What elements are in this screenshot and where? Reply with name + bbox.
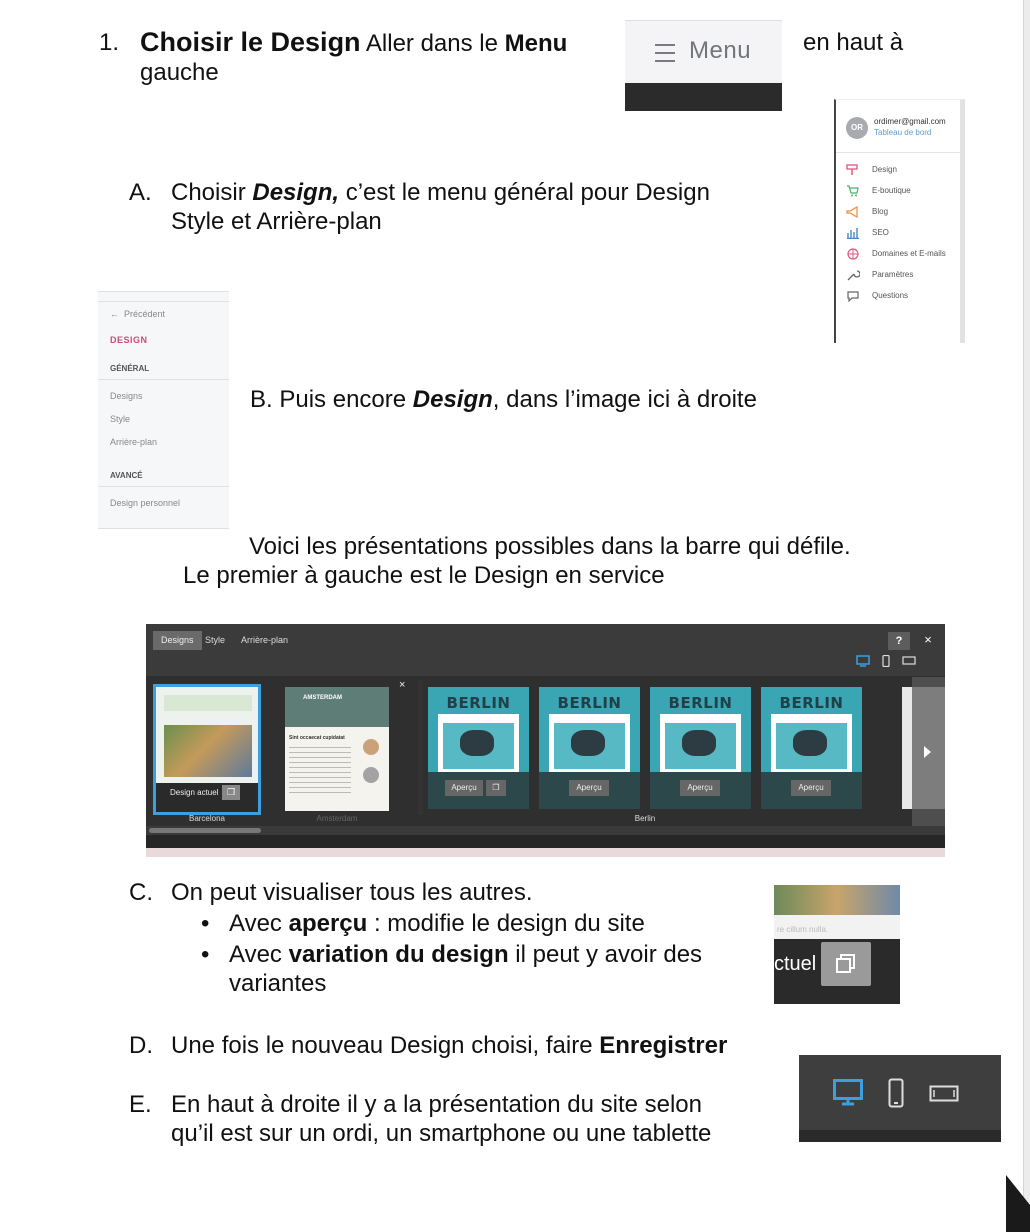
design-menu-screenshot bbox=[98, 291, 229, 529]
back-label: Précédent bbox=[124, 309, 166, 319]
paint-roller-icon bbox=[846, 164, 860, 176]
stepA-design-word: Design, bbox=[252, 179, 340, 206]
caption-barcelona: Barcelona bbox=[188, 814, 226, 823]
theme-thumb-amsterdam bbox=[285, 687, 389, 811]
back-link bbox=[110, 309, 165, 319]
bullet-dot: • bbox=[201, 910, 210, 937]
stepA-line1-rest: c’est le menu général pour Design bbox=[345, 179, 710, 206]
theme-thumb-berlin-1 bbox=[428, 687, 529, 809]
variation-icon bbox=[836, 954, 856, 974]
theme-thumb-berlin-2 bbox=[539, 687, 640, 809]
menu-item-designs: Designs bbox=[110, 391, 143, 401]
design-carousel-screenshot bbox=[146, 624, 945, 857]
stepD-bold: Enregistrer bbox=[599, 1032, 728, 1059]
divider bbox=[98, 301, 229, 302]
sidebar-item-label: E-boutique bbox=[872, 186, 911, 196]
closeup-small-text: re cillum nulla. bbox=[777, 925, 829, 934]
device-switcher-closeup bbox=[799, 1055, 1001, 1142]
smartphone-icon bbox=[888, 1078, 904, 1108]
stepD-letter: D. bbox=[129, 1032, 153, 1059]
close-small-icon: × bbox=[399, 679, 406, 691]
preview-button: Aperçu bbox=[445, 780, 483, 796]
menu-item-design-personnel: Design personnel bbox=[110, 498, 181, 508]
closeup-photo bbox=[774, 885, 900, 915]
berlin-title: BERLIN bbox=[668, 694, 733, 712]
bullet2-bold: variation du design bbox=[288, 941, 509, 968]
device-bar-bottom bbox=[799, 1130, 1001, 1142]
step1-text-a: Aller dans le bbox=[365, 30, 498, 57]
stepB-design-word: Design bbox=[412, 386, 493, 413]
intro-line1: Voici les présentations possibles dans la barre qui défile. bbox=[249, 533, 851, 560]
scroll-next-area bbox=[912, 677, 945, 827]
stepC-bullet2 bbox=[229, 940, 702, 969]
stepB-post: , dans l’image ici à droite bbox=[492, 386, 757, 413]
carousel-bottom-bar bbox=[146, 835, 945, 848]
globe-icon bbox=[846, 248, 860, 260]
stepB-line bbox=[250, 385, 757, 414]
stepE-line2: qu’il est sur un ordi, un smartphone ou une tablette bbox=[171, 1120, 712, 1147]
bullet-dot: • bbox=[201, 941, 210, 968]
stepD-line bbox=[171, 1031, 727, 1060]
bullet1-pre: Avec bbox=[229, 910, 282, 937]
menu-button-label: Menu bbox=[689, 37, 752, 64]
chevron-right-icon bbox=[923, 745, 933, 759]
bullet2-post: il peut y avoir des bbox=[515, 941, 703, 968]
sidebar-item-label: Paramètres bbox=[872, 270, 914, 280]
avatar: OR bbox=[846, 117, 868, 139]
bullet1-bold: aperçu bbox=[288, 910, 368, 937]
bullet1-post: : modifie le design du site bbox=[373, 910, 645, 937]
theme-thumb-berlin-3 bbox=[650, 687, 751, 809]
thumb-card bbox=[771, 714, 852, 772]
speech-bubble-icon bbox=[846, 290, 860, 302]
theme-thumb-berlin-4 bbox=[761, 687, 862, 809]
step1-title: Choisir le Design bbox=[140, 27, 361, 57]
berlin-title: BERLIN bbox=[557, 694, 622, 712]
caption-amsterdam: Amsterdam bbox=[316, 814, 358, 823]
menu-button-screenshot bbox=[625, 20, 782, 111]
design-menu-title: DESIGN bbox=[110, 335, 148, 345]
step1-number: 1. bbox=[99, 29, 120, 56]
scrollbar-thumb bbox=[149, 828, 261, 833]
preview-button: Aperçu bbox=[569, 780, 609, 796]
advanced-header: AVANCÉ bbox=[110, 471, 143, 480]
step1-text-c: gauche bbox=[140, 59, 219, 86]
amsterdam-title: AMSTERDAM bbox=[303, 695, 342, 701]
desktop-icon bbox=[833, 1079, 863, 1107]
stepC-text: On peut visualiser tous les autres. bbox=[171, 879, 533, 906]
stepA-line1 bbox=[171, 178, 710, 207]
bullet2-pre: Avec bbox=[229, 941, 282, 968]
tablet-icon bbox=[929, 1085, 959, 1102]
variation-icon: ❐ bbox=[486, 780, 506, 796]
dashboard-link: Tableau de bord bbox=[874, 128, 932, 137]
stepE-line1: En haut à droite il y a la présentation du site selon bbox=[171, 1091, 702, 1118]
sidebar-item-label: Design bbox=[872, 165, 897, 175]
general-header: GÉNÉRAL bbox=[110, 364, 150, 373]
menu-item-style: Style bbox=[110, 414, 131, 424]
preview-button: Aperçu bbox=[791, 780, 831, 796]
arrow-left-icon: ← bbox=[110, 309, 125, 319]
theme-thumb-barcelona bbox=[153, 684, 261, 815]
closeup-text: ctuel bbox=[774, 953, 817, 975]
thumb-photo bbox=[164, 725, 252, 777]
thumb-photo bbox=[285, 687, 389, 727]
sidebar-item-parametres bbox=[846, 269, 913, 283]
divider bbox=[98, 379, 229, 380]
sidebar-item-questions bbox=[846, 290, 908, 304]
tab-style: Style bbox=[205, 635, 226, 645]
stepC-bullet2-line2: variantes bbox=[229, 970, 327, 997]
thumb-circle bbox=[363, 739, 379, 755]
separator bbox=[418, 680, 423, 815]
tab-designs: Designs bbox=[153, 631, 202, 650]
help-button: ? bbox=[888, 632, 910, 650]
stepA-pre: Choisir bbox=[171, 179, 246, 206]
stepA-line2: Style et Arrière-plan bbox=[171, 208, 382, 235]
variation-button bbox=[821, 942, 871, 986]
design-actuel-label: Design actuel bbox=[170, 788, 219, 797]
close-icon: × bbox=[924, 632, 932, 647]
amsterdam-heading: Sint occaecat cupidatat bbox=[289, 735, 345, 741]
megaphone-icon bbox=[846, 206, 860, 218]
stepD-text: Une fois le nouveau Design choisi, faire bbox=[171, 1032, 593, 1059]
stepA-letter: A. bbox=[129, 179, 152, 206]
preview-button: Aperçu bbox=[680, 780, 720, 796]
sidebar-item-label: Blog bbox=[872, 207, 889, 217]
sidebar-item-label: SEO bbox=[872, 228, 889, 238]
stepE-letter: E. bbox=[129, 1091, 152, 1118]
divider bbox=[836, 152, 960, 153]
menu-shot-bar bbox=[625, 83, 782, 111]
step1-menu-word: Menu bbox=[504, 30, 568, 57]
stepC-letter: C. bbox=[129, 879, 153, 906]
sidebar-item-domaines bbox=[846, 248, 946, 262]
thumb-card bbox=[549, 714, 630, 772]
page-strip bbox=[146, 848, 945, 857]
stepB-letter: B. bbox=[250, 386, 273, 413]
sidebar-item-blog bbox=[846, 206, 888, 220]
thumb-header bbox=[164, 695, 252, 711]
sidebar-item-seo bbox=[846, 227, 889, 241]
step1-text-b: en haut à bbox=[803, 29, 904, 56]
wrench-icon bbox=[846, 269, 860, 281]
thumb-circle bbox=[363, 767, 379, 783]
menu-item-arriere-plan: Arrière-plan bbox=[110, 437, 158, 447]
sidebar-item-design bbox=[846, 164, 897, 178]
tab-arriere-plan: Arrière-plan bbox=[241, 635, 289, 645]
sidebar-menu-screenshot bbox=[834, 99, 965, 343]
bar-chart-icon bbox=[846, 227, 860, 239]
berlin-title: BERLIN bbox=[446, 694, 511, 712]
berlin-title: BERLIN bbox=[779, 694, 844, 712]
sidebar-item-label: Domaines et E-mails bbox=[872, 249, 946, 259]
intro-line2: Le premier à gauche est le Design en service bbox=[183, 562, 665, 589]
account-email: ordimer@gmail.com bbox=[874, 117, 946, 126]
hamburger-icon bbox=[655, 44, 675, 68]
variation-icon: ❐ bbox=[222, 785, 240, 800]
divider bbox=[98, 486, 229, 487]
stepC-bullet1 bbox=[229, 909, 645, 938]
stepB-pre: Puis encore bbox=[279, 386, 407, 413]
caption-berlin: Berlin bbox=[634, 814, 656, 823]
thumb-card bbox=[660, 714, 741, 772]
sidebar-item-e-boutique bbox=[846, 185, 911, 199]
cart-icon bbox=[846, 185, 860, 197]
design-actuel-closeup bbox=[774, 885, 900, 1004]
scrollbar-track bbox=[146, 826, 945, 835]
page-edge bbox=[1023, 0, 1030, 1232]
text-block bbox=[289, 747, 351, 797]
device-icons-small bbox=[856, 655, 916, 667]
thumb-card bbox=[438, 714, 519, 772]
sidebar-item-label: Questions bbox=[872, 291, 909, 301]
step1-line bbox=[140, 28, 567, 58]
page-corner-icon bbox=[1004, 1175, 1030, 1232]
